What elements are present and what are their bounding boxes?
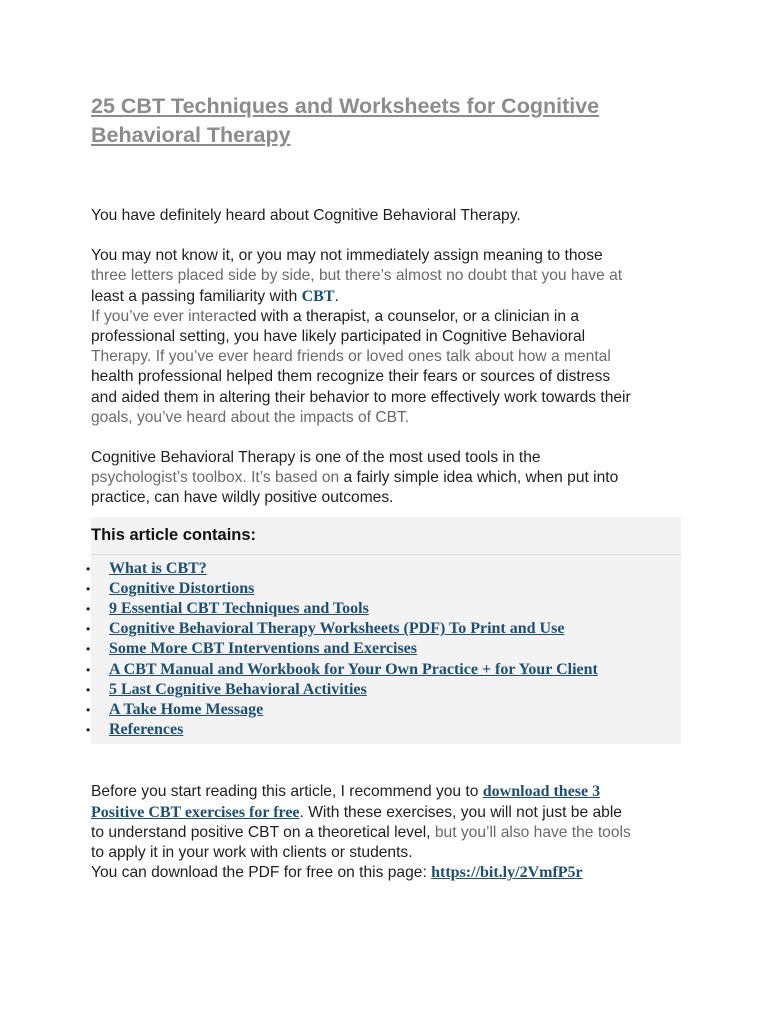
toc-link-cognitive-distortions[interactable]: Cognitive Distortions: [109, 579, 255, 597]
toc-item: [86, 639, 681, 659]
download-link-part-2[interactable]: Positive CBT exercises for free: [91, 803, 300, 821]
table-of-contents: [86, 555, 681, 745]
p2-line-2: three letters placed side by side, but there’s almost no doubt that you have at: [91, 267, 623, 285]
bullet-icon: •: [86, 702, 91, 717]
toc-link-what-is-cbt[interactable]: What is CBT?: [109, 559, 207, 577]
p5-text: Before you start reading this article, I recommend you to: [91, 783, 483, 801]
pdf-url-link[interactable]: https://bit.ly/2VmfP5r: [431, 864, 583, 882]
toc-item: [86, 700, 681, 720]
p5-line-3: [91, 823, 681, 843]
toc-item: [86, 720, 681, 740]
p5-line-4: to apply it in your work with clients or students.: [91, 843, 413, 861]
p5-text-light: but you’ll also have the tools: [434, 823, 631, 841]
p5-line-2: [91, 803, 681, 823]
bullet-icon: •: [86, 662, 91, 677]
p2-line-1: You may not know it, or you may not immediately assign meaning to those: [91, 247, 603, 265]
bullet-icon: •: [86, 723, 91, 738]
p4-text-light: psychologist’s toolbox. It’s based on: [91, 469, 344, 487]
toc-link-take-home[interactable]: A Take Home Message: [109, 700, 264, 718]
bullet-icon: •: [86, 561, 91, 576]
paragraph-3: [91, 307, 681, 428]
p4-text: a fairly simple idea which, when put into: [343, 469, 619, 487]
p3-text-light: If you’ve ever interact: [91, 307, 240, 325]
toc-item: [86, 680, 681, 700]
bullet-icon: •: [86, 602, 91, 617]
p2-text: least a passing familiarity with: [91, 287, 302, 305]
cbt-link[interactable]: CBT: [301, 287, 335, 305]
bullet-icon: •: [86, 581, 91, 596]
contents-heading: This article contains:: [91, 525, 257, 544]
p2-period: .: [334, 287, 339, 305]
toc-link-worksheets[interactable]: Cognitive Behavioral Therapy Worksheets (PDF) To Print and Use: [109, 620, 565, 638]
toc-item: [86, 660, 681, 680]
bullet-icon: •: [86, 642, 91, 657]
toc-link-interventions[interactable]: Some More CBT Interventions and Exercises: [109, 640, 417, 658]
p3-line-5: and aided them in altering their behavior to more effectively work towards their: [91, 388, 631, 406]
article-title[interactable]: 25 CBT Techniques and Worksheets for Cognitive Behavioral Therapy: [91, 94, 600, 147]
toc-item: [86, 579, 681, 599]
p3-line-1: [91, 307, 681, 327]
paragraph-5: [91, 782, 681, 883]
contents-heading-box: [91, 517, 681, 555]
toc-link-manual-workbook[interactable]: A CBT Manual and Workbook for Your Own Practice + for Your Client: [109, 660, 598, 678]
article: [86, 92, 681, 883]
toc-item: [86, 559, 681, 579]
download-link-part-1[interactable]: download these 3: [482, 783, 601, 801]
bullet-icon: •: [86, 682, 91, 697]
toc-link-activities[interactable]: 5 Last Cognitive Behavioral Activities: [109, 680, 367, 698]
toc-link-techniques[interactable]: 9 Essential CBT Techniques and Tools: [109, 600, 369, 618]
p3-text: ed with a therapist, a counselor, or a clinician in a: [239, 307, 580, 325]
p4-line-1: Cognitive Behavioral Therapy is one of the most used tools in the: [91, 449, 541, 467]
p5-text-3: to understand positive CBT on a theoretical level,: [91, 823, 435, 841]
paragraph-2: [91, 246, 681, 307]
toc-link-references[interactable]: References: [109, 721, 184, 739]
intro-paragraph: You have definitely heard about Cognitive Behavioral Therapy.: [91, 207, 521, 224]
p4-line-2: [91, 468, 681, 488]
p3-line-3: Therapy. If you’ve ever heard friends or loved ones talk about how a mental: [91, 348, 611, 366]
toc-item: [86, 599, 681, 619]
p5-text-2: . With these exercises, you will not just be able: [299, 803, 622, 821]
bullet-icon: •: [86, 622, 91, 637]
p3-line-6: goals, you’ve heard about the impacts of CBT.: [91, 408, 410, 426]
p3-line-4: health professional helped them recognize their fears or sources of distress: [91, 368, 611, 386]
p3-line-2: professional setting, you have likely participated in Cognitive Behavioral: [91, 328, 586, 346]
p5-line-5: [91, 863, 681, 883]
toc-item: [86, 619, 681, 639]
paragraph-4: [91, 448, 681, 509]
p5-text-5: You can download the PDF for free on this page:: [91, 864, 432, 882]
p4-line-3: practice, can have wildly positive outcomes.: [91, 489, 394, 507]
p2-line-3: [91, 287, 681, 307]
p5-line-1: [91, 782, 681, 802]
